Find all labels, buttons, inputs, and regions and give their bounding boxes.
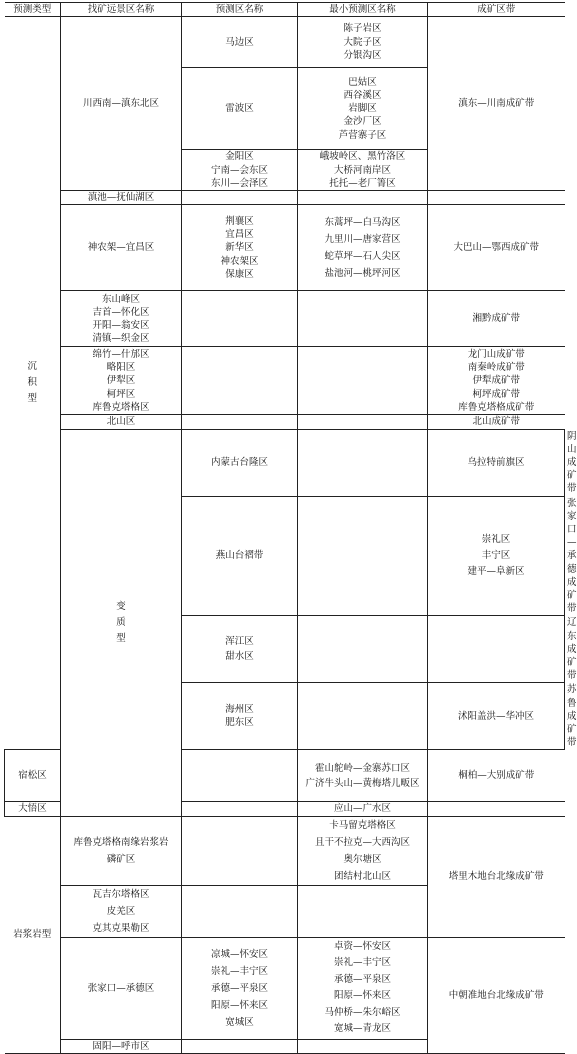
header-row <box>5 3 565 17</box>
prospect-cell: 瓦吉尔塔格区 皮羌区 克其克果勒区 <box>61 885 182 937</box>
min-predict-name: 沭阳盖洪—华冲区 <box>428 683 565 750</box>
prospect-name: 燕山台褶带 <box>182 496 298 616</box>
predict-name: 马边区 <box>182 17 298 68</box>
table-row <box>5 415 565 429</box>
min-predict-cell: 崇礼区 丰宁区 建平—阜新区 <box>428 496 565 616</box>
prospect-name: 固阳—呼市区 <box>61 1039 182 1053</box>
prospect-cell: 海州区 肥东区 <box>182 683 298 750</box>
belt-cell: 龙门山成矿带 南秦岭成矿带 伊犁成矿带 柯坪成矿带 库鲁克塔格成矿带 <box>428 347 565 415</box>
prospect-name: 大悟区 <box>5 802 61 816</box>
belt-name: 北山成矿带 <box>428 415 565 429</box>
header-min-predict: 最小预测区名称 <box>298 3 428 17</box>
table-row: 海州区 肥东区 沭阳盖洪—华冲区 苏鲁成矿带 <box>5 683 565 750</box>
mineral-prediction-table <box>4 2 577 1054</box>
min-predict-cell: 峨坡岭区、黑竹洛区 大桥河南岸区 托托—老厂箐区 <box>298 150 428 191</box>
min-predict-cell: 巴姑区 西谷溪区 岩脚区 金沙厂区 芦营寨子区 <box>298 68 428 150</box>
prospect-cell: 浑江区 甜水区 <box>182 616 298 683</box>
header-predict: 预测区名称 <box>182 3 298 17</box>
min-predict-name: 乌拉特前旗区 <box>428 429 565 496</box>
belt-name: 桐柏—大别成矿带 <box>428 750 565 802</box>
belt-name: 塔里木地台北缘成矿带 <box>428 816 565 937</box>
table-row <box>5 205 565 291</box>
table-row <box>5 291 565 347</box>
prospect-name: 滇池—抚仙湖区 <box>61 191 182 205</box>
header-type: 预测类型 <box>5 3 61 17</box>
type-magmatic: 岩浆岩型 <box>5 816 61 1053</box>
belt-name: 中朝准地台北缘成矿带 <box>428 937 565 1053</box>
table-row <box>5 347 565 415</box>
prospect-name: 张家口—承德区 <box>61 937 182 1039</box>
table-row: 变 质 型 内蒙古台隆区 乌拉特前旗区 阴山成矿带 <box>5 429 565 496</box>
min-predict-cell: 陈子岩区 大院子区 分银沟区 <box>298 17 428 68</box>
table-row: 燕山台褶带 崇礼区 丰宁区 建平—阜新区 张家口—承德成矿带 <box>5 496 565 616</box>
belt-name: 滇东—川南成矿带 <box>428 17 565 191</box>
prospect-cell: 东山峰区 吉首—怀化区 开阳—翁安区 清镇—织金区 <box>61 291 182 347</box>
prospect-name: 北山区 <box>61 415 182 429</box>
type-metamorphic: 变 质 型 <box>61 429 182 816</box>
prospect-name: 川西南—滇东北区 <box>61 17 182 191</box>
belt-name: 大巴山—鄂西成矿带 <box>428 205 565 291</box>
table-row <box>5 816 565 885</box>
predict-cell: 金阳区 宁南—会东区 东川—会泽区 <box>182 150 298 191</box>
min-predict-cell: 卓资—怀安区 崇礼—丰宁区 承德—平泉区 阳原—怀来区 马仲桥—朱尔峪区 宽城—青龙区 <box>298 937 428 1039</box>
header-belt: 成矿区带 <box>428 3 565 17</box>
table-row <box>5 17 565 68</box>
belt-name: 湘黔成矿带 <box>428 291 565 347</box>
type-sedimentary: 沉 积 型 <box>5 17 61 750</box>
prospect-name: 神农架—宜昌区 <box>61 205 182 291</box>
table-row <box>5 191 565 205</box>
table-row: 浑江区 甜水区 辽东成矿带 <box>5 616 565 683</box>
predict-name: 雷波区 <box>182 68 298 150</box>
table-row <box>5 937 565 1039</box>
prospect-cell: 绵竹—什邡区 略阳区 伊犁区 柯坪区 库鲁克塔格区 <box>61 347 182 415</box>
prospect-name: 库鲁克塔格南缘岩浆岩磷矿区 <box>61 816 182 885</box>
prospect-name: 宿松区 <box>5 750 61 802</box>
prospect-name: 内蒙古台隆区 <box>182 429 298 496</box>
min-predict-cell: 卡马留克塔格区 且干不拉克—大西沟区 奥尔塘区 团结村北山区 <box>298 816 428 885</box>
header-prospect: 找矿远景区名称 <box>61 3 182 17</box>
min-predict-name: 应山—广水区 <box>298 802 428 816</box>
predict-cell: 荆襄区 宜昌区 新华区 神农架区 保康区 <box>182 205 298 291</box>
predict-cell: 凉城—怀安区 崇礼—丰宁区 承德—平泉区 阳原—怀来区 宽城区 <box>182 937 298 1039</box>
min-predict-cell: 霍山鸵岭—金寨苏口区 广济牛头山—黄梅塔儿畈区 <box>298 750 428 802</box>
min-predict-cell: 东蒿坪—白马沟区 九里川—唐家营区 蛇草坪—石人尖区 盐池河—桃坪河区 <box>298 205 428 291</box>
